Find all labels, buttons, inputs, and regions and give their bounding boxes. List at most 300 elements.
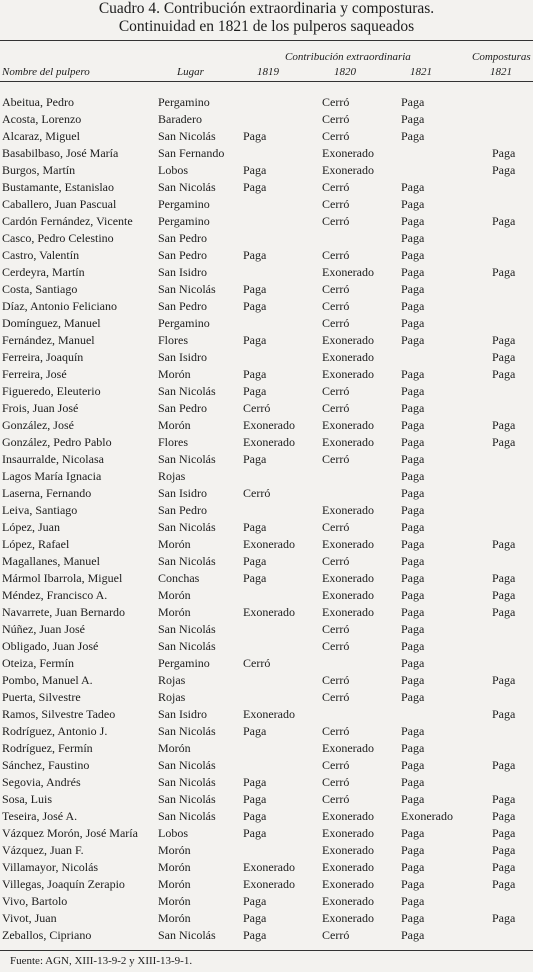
cell-1820: Cerró — [322, 248, 350, 262]
cell-nombre: Casco, Pedro Celestino — [2, 231, 114, 245]
cell-nombre: Cerdeyra, Martín — [2, 265, 85, 279]
cell-1820: Cerró — [322, 180, 350, 194]
cell-1821: Paga — [401, 877, 425, 891]
cell-nombre: Bustamante, Estanislao — [2, 180, 114, 194]
cell-1821: Paga — [401, 129, 425, 143]
table-row — [0, 434, 533, 451]
header-1820: 1820 — [334, 66, 356, 78]
table-row — [0, 111, 533, 128]
cell-1821: Paga — [401, 299, 425, 313]
cell-lugar: San Nicolás — [158, 384, 216, 398]
table-row — [0, 264, 533, 281]
table-row — [0, 536, 533, 553]
header-composturas-1821: 1821 — [490, 66, 512, 78]
table-row — [0, 842, 533, 859]
cell-1821: Paga — [401, 588, 425, 602]
cell-1819: Paga — [243, 520, 267, 534]
cell-nombre: Caballero, Juan Pascual — [2, 197, 117, 211]
cell-1820: Exonerado — [322, 860, 374, 874]
cell-composturas-1821: Paga — [492, 588, 516, 602]
cell-nombre: Leiva, Santiago — [2, 503, 78, 517]
cell-nombre: Zeballos, Cipriano — [2, 928, 92, 942]
cell-composturas-1821: Paga — [492, 350, 516, 364]
cell-1821: Paga — [401, 639, 425, 653]
table-row — [0, 740, 533, 757]
header-1821: 1821 — [410, 66, 432, 78]
cell-composturas-1821: Paga — [492, 265, 516, 279]
cell-nombre: Basabilbaso, José María — [2, 146, 119, 160]
cell-1821: Paga — [401, 758, 425, 772]
table-row — [0, 876, 533, 893]
cell-lugar: Morón — [158, 877, 191, 891]
cell-nombre: Figueredo, Eleuterio — [2, 384, 101, 398]
header-contribucion-extraordinaria: Contribución extraordinaria — [285, 51, 411, 63]
cell-lugar: Morón — [158, 894, 191, 908]
table-row — [0, 893, 533, 910]
cell-composturas-1821: Paga — [492, 605, 516, 619]
cell-1819: Exonerado — [243, 537, 295, 551]
cell-nombre: Díaz, Antonio Feliciano — [2, 299, 117, 313]
header-1819: 1819 — [257, 66, 279, 78]
cell-nombre: González, José — [2, 418, 74, 432]
cell-lugar: Rojas — [158, 469, 186, 483]
cell-lugar: San Nicolás — [158, 809, 216, 823]
cell-nombre: Alcaraz, Miguel — [2, 129, 80, 143]
cell-nombre: Acosta, Lorenzo — [2, 112, 82, 126]
cell-1821: Paga — [401, 265, 425, 279]
cell-1821: Paga — [401, 418, 425, 432]
cell-lugar: Morón — [158, 605, 191, 619]
cell-1820: Cerró — [322, 673, 350, 687]
cell-1820: Cerró — [322, 95, 350, 109]
cell-lugar: Lobos — [158, 163, 188, 177]
table-row — [0, 502, 533, 519]
cell-1820: Cerró — [322, 452, 350, 466]
cell-lugar: Rojas — [158, 673, 186, 687]
cell-lugar: Morón — [158, 537, 191, 551]
cell-1820: Exonerado — [322, 911, 374, 925]
cell-1820: Exonerado — [322, 843, 374, 857]
cell-1821: Paga — [401, 843, 425, 857]
cell-nombre: Costa, Santiago — [2, 282, 78, 296]
table-row — [0, 230, 533, 247]
cell-1820: Exonerado — [322, 435, 374, 449]
cell-nombre: Villegas, Joaquín Zerapio — [2, 877, 125, 891]
cell-lugar: Morón — [158, 741, 191, 755]
cell-lugar: Pergamino — [158, 316, 210, 330]
cell-1820: Cerró — [322, 214, 350, 228]
cell-nombre: Ferreira, Joaquín — [2, 350, 84, 364]
table-row — [0, 808, 533, 825]
table-row — [0, 332, 533, 349]
table-row — [0, 162, 533, 179]
cell-nombre: Insaurralde, Nicolasa — [2, 452, 104, 466]
cell-lugar: San Nicolás — [158, 282, 216, 296]
table-row — [0, 315, 533, 332]
table-row — [0, 757, 533, 774]
cell-nombre: Burgos, Martín — [2, 163, 76, 177]
cell-1820: Exonerado — [322, 588, 374, 602]
table-row — [0, 400, 533, 417]
cell-nombre: Domínguez, Manuel — [2, 316, 101, 330]
table-row — [0, 366, 533, 383]
table-row — [0, 672, 533, 689]
cell-lugar: San Pedro — [158, 231, 207, 245]
cell-1820: Exonerado — [322, 418, 374, 432]
cell-1820: Cerró — [322, 129, 350, 143]
cell-composturas-1821: Paga — [492, 163, 516, 177]
cell-lugar: Pergamino — [158, 656, 210, 670]
cell-1821: Paga — [401, 197, 425, 211]
cell-1821: Paga — [401, 860, 425, 874]
cell-nombre: Vivot, Juan — [2, 911, 57, 925]
cell-composturas-1821: Paga — [492, 571, 516, 585]
cell-1821: Paga — [401, 724, 425, 738]
cell-1821: Paga — [401, 826, 425, 840]
cell-nombre: Vázquez, Juan F. — [2, 843, 84, 857]
table-row — [0, 689, 533, 706]
table-row — [0, 706, 533, 723]
cell-1821: Paga — [401, 605, 425, 619]
cell-composturas-1821: Paga — [492, 911, 516, 925]
cell-lugar: San Nicolás — [158, 724, 216, 738]
cell-lugar: San Nicolás — [158, 180, 216, 194]
cell-1820: Cerró — [322, 792, 350, 806]
cell-nombre: Laserna, Fernando — [2, 486, 92, 500]
cell-1819: Paga — [243, 809, 267, 823]
cell-lugar: San Pedro — [158, 248, 207, 262]
header-lugar: Lugar — [177, 66, 204, 78]
cell-1819: Paga — [243, 333, 267, 347]
cell-1821: Paga — [401, 112, 425, 126]
table-row — [0, 451, 533, 468]
cell-nombre: Pombo, Manuel A. — [2, 673, 93, 687]
cell-nombre: Ferreira, José — [2, 367, 67, 381]
cell-nombre: López, Rafael — [2, 537, 70, 551]
cell-1821: Paga — [401, 401, 425, 415]
cell-lugar: Lobos — [158, 826, 188, 840]
cell-1820: Exonerado — [322, 877, 374, 891]
cell-1820: Cerró — [322, 197, 350, 211]
cell-lugar: San Nicolás — [158, 520, 216, 534]
table-row — [0, 519, 533, 536]
table-row — [0, 468, 533, 485]
cell-composturas-1821: Paga — [492, 673, 516, 687]
cell-nombre: Fernández, Manuel — [2, 333, 95, 347]
cell-1819: Paga — [243, 724, 267, 738]
cell-nombre: Puerta, Silvestre — [2, 690, 81, 704]
cell-1820: Cerró — [322, 928, 350, 942]
cell-nombre: Mármol Ibarrola, Miguel — [2, 571, 123, 585]
source-note: Fuente: AGN, XIII-13-9-2 y XIII-13-9-1. — [10, 955, 193, 967]
cell-nombre: López, Juan — [2, 520, 60, 534]
table-row — [0, 791, 533, 808]
cell-1821: Paga — [401, 469, 425, 483]
cell-1820: Exonerado — [322, 537, 374, 551]
cell-1819: Paga — [243, 248, 267, 262]
cell-lugar: San Nicolás — [158, 792, 216, 806]
cell-lugar: San Isidro — [158, 265, 207, 279]
cell-nombre: Oteiza, Fermín — [2, 656, 74, 670]
table-row — [0, 587, 533, 604]
cell-1819: Paga — [243, 775, 267, 789]
table-row — [0, 604, 533, 621]
cell-composturas-1821: Paga — [492, 809, 516, 823]
cell-1819: Exonerado — [243, 877, 295, 891]
cell-1821: Paga — [401, 333, 425, 347]
cell-1820: Cerró — [322, 639, 350, 653]
cell-lugar: San Nicolás — [158, 129, 216, 143]
cell-nombre: Abeitua, Pedro — [2, 95, 74, 109]
cell-lugar: San Pedro — [158, 401, 207, 415]
cell-1819: Paga — [243, 282, 267, 296]
cell-1820: Cerró — [322, 775, 350, 789]
cell-1821: Paga — [401, 486, 425, 500]
cell-lugar: Pergamino — [158, 197, 210, 211]
cell-lugar: Pergamino — [158, 95, 210, 109]
cell-1821: Paga — [401, 316, 425, 330]
cell-1820: Exonerado — [322, 350, 374, 364]
cell-1819: Paga — [243, 554, 267, 568]
cell-1820: Cerró — [322, 384, 350, 398]
cell-lugar: San Isidro — [158, 486, 207, 500]
cell-lugar: San Nicolás — [158, 622, 216, 636]
table-row — [0, 485, 533, 502]
table-row — [0, 638, 533, 655]
cell-1820: Exonerado — [322, 163, 374, 177]
table-row — [0, 655, 533, 672]
cell-1819: Cerró — [243, 486, 271, 500]
header-rule — [0, 81, 533, 82]
cell-nombre: Navarrete, Juan Bernardo — [2, 605, 125, 619]
cell-lugar: San Isidro — [158, 707, 207, 721]
table-title-line-1: Cuadro 4. Contribución extraordinaria y composturas. — [98, 0, 435, 17]
cell-lugar: San Nicolás — [158, 928, 216, 942]
cell-1821: Paga — [401, 214, 425, 228]
cell-composturas-1821: Paga — [492, 418, 516, 432]
cell-1820: Exonerado — [322, 741, 374, 755]
table-row — [0, 570, 533, 587]
cell-lugar: Baradero — [158, 112, 202, 126]
cell-1820: Cerró — [322, 299, 350, 313]
cell-1821: Paga — [401, 894, 425, 908]
cell-nombre: Lagos María Ignacia — [2, 469, 102, 483]
cell-composturas-1821: Paga — [492, 707, 516, 721]
cell-1820: Cerró — [322, 758, 350, 772]
cell-nombre: Sosa, Luis — [2, 792, 53, 806]
cell-1819: Paga — [243, 367, 267, 381]
cell-1821: Paga — [401, 554, 425, 568]
cell-1821: Paga — [401, 435, 425, 449]
cell-lugar: San Fernando — [158, 146, 225, 160]
cell-1819: Paga — [243, 792, 267, 806]
cell-1821: Paga — [401, 452, 425, 466]
cell-lugar: Rojas — [158, 690, 186, 704]
cell-1821: Paga — [401, 775, 425, 789]
cell-nombre: Villamayor, Nicolás — [2, 860, 99, 874]
header-nombre: Nombre del pulpero — [2, 66, 90, 78]
cell-nombre: Rodríguez, Fermín — [2, 741, 93, 755]
top-rule — [0, 40, 533, 41]
cell-composturas-1821: Paga — [492, 758, 516, 772]
cell-1821: Paga — [401, 367, 425, 381]
cell-1819: Exonerado — [243, 605, 295, 619]
cell-composturas-1821: Paga — [492, 537, 516, 551]
cell-nombre: Castro, Valentín — [2, 248, 80, 262]
cell-1819: Paga — [243, 911, 267, 925]
cell-1819: Paga — [243, 894, 267, 908]
cell-nombre: Magallanes, Manuel — [2, 554, 100, 568]
cell-composturas-1821: Paga — [492, 333, 516, 347]
cell-nombre: Cardón Fernández, Vicente — [2, 214, 133, 228]
cell-composturas-1821: Paga — [492, 826, 516, 840]
table-row — [0, 145, 533, 162]
cell-1820: Cerró — [322, 554, 350, 568]
cell-composturas-1821: Paga — [492, 792, 516, 806]
cell-1819: Paga — [243, 571, 267, 585]
cell-lugar: Morón — [158, 418, 191, 432]
cell-1821: Paga — [401, 537, 425, 551]
cell-1821: Exonerado — [401, 809, 453, 823]
cell-1820: Cerró — [322, 316, 350, 330]
table-row — [0, 281, 533, 298]
cell-nombre: Méndez, Francisco A. — [2, 588, 108, 602]
cell-1821: Paga — [401, 95, 425, 109]
table-row — [0, 927, 533, 944]
cell-1821: Paga — [401, 928, 425, 942]
cell-1819: Exonerado — [243, 435, 295, 449]
cell-lugar: San Nicolás — [158, 758, 216, 772]
cell-nombre: Obligado, Juan José — [2, 639, 99, 653]
table-row — [0, 298, 533, 315]
cell-nombre: González, Pedro Pablo — [2, 435, 112, 449]
cell-composturas-1821: Paga — [492, 367, 516, 381]
cell-1819: Cerró — [243, 656, 271, 670]
cell-1819: Paga — [243, 452, 267, 466]
cell-lugar: Conchas — [158, 571, 200, 585]
cell-composturas-1821: Paga — [492, 877, 516, 891]
table-row — [0, 179, 533, 196]
cell-1820: Exonerado — [322, 826, 374, 840]
cell-nombre: Rodríguez, Antonio J. — [2, 724, 108, 738]
cell-1821: Paga — [401, 656, 425, 670]
cell-lugar: San Nicolás — [158, 639, 216, 653]
cell-composturas-1821: Paga — [492, 146, 516, 160]
cell-1820: Cerró — [322, 112, 350, 126]
cell-1821: Paga — [401, 673, 425, 687]
cell-lugar: Morón — [158, 843, 191, 857]
cell-1821: Paga — [401, 248, 425, 262]
cell-1820: Exonerado — [322, 605, 374, 619]
cell-1819: Exonerado — [243, 860, 295, 874]
cell-nombre: Teseira, José A. — [2, 809, 78, 823]
cell-1821: Paga — [401, 180, 425, 194]
cell-1821: Paga — [401, 911, 425, 925]
table-row — [0, 774, 533, 791]
cell-lugar: San Isidro — [158, 350, 207, 364]
cell-composturas-1821: Paga — [492, 435, 516, 449]
cell-lugar: Flores — [158, 435, 188, 449]
cell-lugar: Morón — [158, 911, 191, 925]
cell-1820: Exonerado — [322, 265, 374, 279]
cell-composturas-1821: Paga — [492, 214, 516, 228]
table-row — [0, 94, 533, 111]
cell-1820: Exonerado — [322, 503, 374, 517]
cell-1819: Paga — [243, 384, 267, 398]
cell-nombre: Ramos, Silvestre Tadeo — [2, 707, 116, 721]
table-row — [0, 196, 533, 213]
cell-composturas-1821: Paga — [492, 843, 516, 857]
table-row — [0, 128, 533, 145]
cell-1820: Cerró — [322, 401, 350, 415]
cell-1821: Paga — [401, 231, 425, 245]
cell-lugar: Morón — [158, 367, 191, 381]
cell-lugar: Morón — [158, 860, 191, 874]
cell-nombre: Segovia, Andrés — [2, 775, 81, 789]
cell-1819: Paga — [243, 928, 267, 942]
cell-nombre: Vivo, Bartolo — [2, 894, 68, 908]
cell-1820: Cerró — [322, 622, 350, 636]
cell-lugar: San Pedro — [158, 299, 207, 313]
cell-1820: Cerró — [322, 282, 350, 296]
table-row — [0, 723, 533, 740]
cell-nombre: Frois, Juan José — [2, 401, 79, 415]
cell-1819: Paga — [243, 299, 267, 313]
cell-lugar: San Nicolás — [158, 775, 216, 789]
cell-1821: Paga — [401, 503, 425, 517]
cell-lugar: Flores — [158, 333, 188, 347]
cell-1819: Exonerado — [243, 707, 295, 721]
cell-1819: Paga — [243, 163, 267, 177]
table-row — [0, 213, 533, 230]
cell-1821: Paga — [401, 571, 425, 585]
bottom-rule — [0, 950, 533, 951]
cell-lugar: Morón — [158, 588, 191, 602]
cell-1820: Cerró — [322, 690, 350, 704]
table-row — [0, 247, 533, 264]
table-row — [0, 553, 533, 570]
cell-nombre: Vázquez Morón, José María — [2, 826, 138, 840]
cell-lugar: Pergamino — [158, 214, 210, 228]
table-row — [0, 383, 533, 400]
cell-lugar: San Pedro — [158, 503, 207, 517]
cell-1820: Exonerado — [322, 146, 374, 160]
cell-1820: Exonerado — [322, 571, 374, 585]
cell-1821: Paga — [401, 384, 425, 398]
cell-1821: Paga — [401, 282, 425, 296]
cell-1820: Exonerado — [322, 367, 374, 381]
cell-1819: Cerró — [243, 401, 271, 415]
header-composturas: Composturas — [472, 51, 531, 63]
table-row — [0, 621, 533, 638]
cell-1819: Paga — [243, 180, 267, 194]
cell-lugar: San Nicolás — [158, 554, 216, 568]
cell-1819: Paga — [243, 129, 267, 143]
cell-1820: Cerró — [322, 724, 350, 738]
cell-1820: Exonerado — [322, 809, 374, 823]
table-title-line-2: Continuidad en 1821 de los pulperos saqueados — [118, 18, 415, 35]
cell-1820: Cerró — [322, 520, 350, 534]
cell-1820: Exonerado — [322, 333, 374, 347]
table-row — [0, 825, 533, 842]
cell-1821: Paga — [401, 520, 425, 534]
cell-nombre: Núñez, Juan José — [2, 622, 85, 636]
cell-nombre: Sánchez, Faustino — [2, 758, 90, 772]
cell-1821: Paga — [401, 792, 425, 806]
cell-1821: Paga — [401, 622, 425, 636]
cell-1821: Paga — [401, 690, 425, 704]
cell-composturas-1821: Paga — [492, 860, 516, 874]
